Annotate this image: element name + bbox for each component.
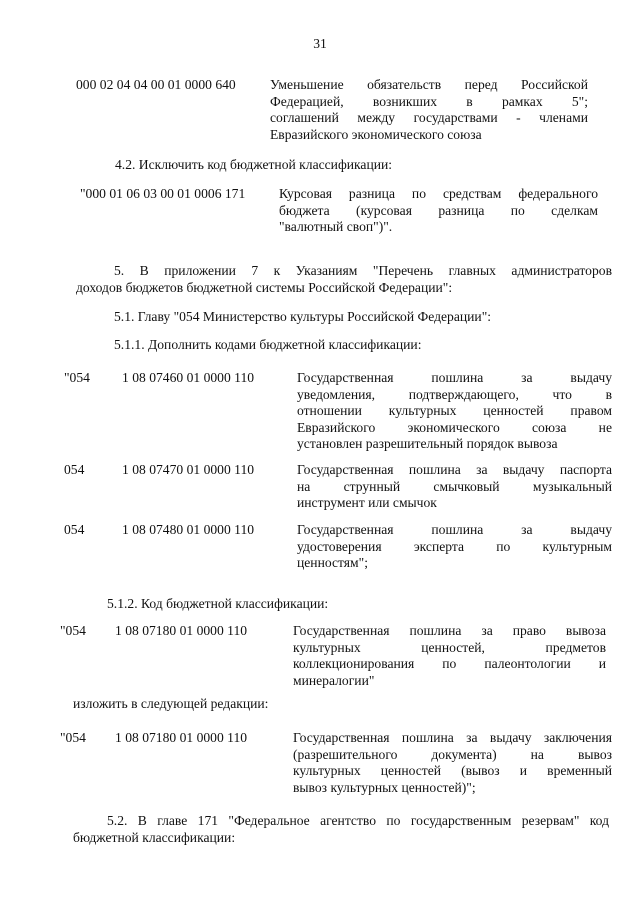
page-number: 31 <box>313 36 327 51</box>
description-line: бюджета (курсовая разница по сделкам <box>279 202 598 218</box>
description-line: Курсовая разница по средствам федерального <box>279 186 598 201</box>
admin-code: 054 <box>64 462 85 477</box>
description-line: (разрешительного документа) на вывоз <box>293 746 612 762</box>
budget-code: "000 01 06 03 00 01 0006 171 <box>80 186 246 201</box>
paragraph-5-2-line: бюджетной классификации: <box>73 830 236 845</box>
budget-code-description <box>297 370 612 453</box>
paragraph-5-1-2: 5.1.2. Код бюджетной классификации: <box>107 596 329 611</box>
description-line: Федерацией, возникших в рамках 5"; <box>270 93 588 109</box>
budget-code: 1 08 07470 01 0000 110 <box>122 462 255 477</box>
paragraph-5-line: 5. В приложении 7 к Указаниям "Перечень главных администраторов <box>114 263 612 278</box>
description-line: на струнный смычковый музыкальный <box>297 478 612 494</box>
budget-code-description <box>293 730 612 796</box>
budget-code: 1 08 07180 01 0000 110 <box>115 623 248 638</box>
admin-code: "054 <box>60 623 86 638</box>
edit-instruction: изложить в следующей редакции: <box>73 696 269 711</box>
budget-code: 1 08 07180 01 0000 110 <box>115 730 248 745</box>
description-line: Евразийского экономического союза не <box>297 419 612 435</box>
budget-code-description <box>279 186 598 236</box>
paragraph-5-line: доходов бюджетов бюджетной системы Российской Федерации": <box>76 280 453 295</box>
description-line: ценностям"; <box>297 555 368 570</box>
budget-code-description <box>270 77 588 143</box>
description-line: Евразийского экономического союза <box>270 126 482 142</box>
description-line: Уменьшение обязательств перед Российской <box>270 77 588 92</box>
description-line: отношении культурных ценностей правом <box>297 403 612 418</box>
description-line: Государственная пошлина за выдачу <box>297 370 612 385</box>
description-line: инструмент или смычок <box>297 495 437 510</box>
description-line: Государственная пошлина за право вывоза <box>293 623 606 638</box>
budget-code: 1 08 07480 01 0000 110 <box>122 522 255 537</box>
description-line: Государственная пошлина за выдачу заключения <box>293 730 612 745</box>
budget-code: 1 08 07460 01 0000 110 <box>122 370 255 385</box>
description-line: культурных ценностей (вывоз и временный <box>293 763 612 778</box>
admin-code: "054 <box>64 370 90 385</box>
admin-code: "054 <box>60 730 86 745</box>
admin-code: 054 <box>64 522 85 537</box>
paragraph-5-1: 5.1. Главу "054 Министерство культуры Российской Федерации": <box>114 309 492 324</box>
paragraph-5-2-line: 5.2. В главе 171 "Федеральное агентство по государственным резервам" код <box>107 813 609 828</box>
description-line: соглашений между государствами - членами <box>270 110 588 125</box>
paragraph-4-2: 4.2. Исключить код бюджетной классификации: <box>115 157 393 172</box>
description-line: коллекционирования по палеонтологии и <box>293 656 606 671</box>
description-line: вывоз культурных ценностей)"; <box>293 779 476 795</box>
budget-code-description <box>297 522 612 572</box>
description-line: культурных ценностей, предметов <box>293 639 606 655</box>
description-line: уведомления, подтверждающего, что в <box>297 386 612 402</box>
description-line: удостоверения эксперта по культурным <box>297 538 612 554</box>
paragraph-5-1-1: 5.1.1. Дополнить кодами бюджетной классификации: <box>114 337 422 352</box>
description-line: "валютный своп")". <box>279 219 393 234</box>
budget-code-description <box>297 462 612 512</box>
description-line: минералогии" <box>293 672 375 688</box>
budget-code-description <box>293 623 606 689</box>
description-line: Государственная пошлина за выдачу паспорта <box>297 462 612 477</box>
budget-code: 000 02 04 04 00 01 0000 640 <box>76 77 236 92</box>
description-line: установлен разрешительный порядок вывоза <box>297 436 558 451</box>
description-line: Государственная пошлина за выдачу <box>297 522 612 537</box>
